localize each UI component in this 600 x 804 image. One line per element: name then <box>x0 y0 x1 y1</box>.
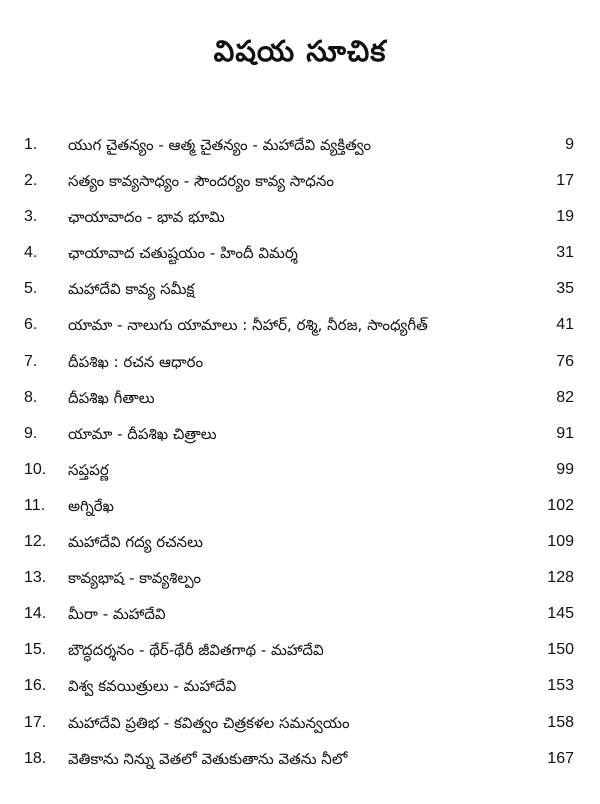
entry-title: సత్యం కావ్యసాధ్యం - సౌందర్యం కావ్య సాధనం <box>68 172 334 191</box>
entry-page: 82 <box>556 388 574 406</box>
entry-number: 7. <box>24 352 38 370</box>
table-row <box>0 238 600 274</box>
table-row <box>0 635 600 671</box>
entry-number: 15. <box>24 641 47 659</box>
entry-number: 3. <box>24 208 38 226</box>
table-row <box>0 527 600 563</box>
table-row <box>0 599 600 635</box>
entry-page: 145 <box>547 605 574 623</box>
entry-number: 9. <box>24 424 38 442</box>
entry-number: 13. <box>24 569 47 587</box>
entry-page: 109 <box>547 533 574 551</box>
entry-number: 1. <box>24 136 38 153</box>
table-row <box>0 274 600 310</box>
table-row <box>0 130 600 166</box>
entry-page: 91 <box>556 424 574 442</box>
entry-title: మీరా - మహాదేవి <box>68 605 166 624</box>
entry-page: 158 <box>547 713 574 731</box>
entry-title: యామా - దీపశిఖ చిత్రాలు <box>68 424 217 443</box>
table-of-contents <box>0 130 600 780</box>
entry-title: కావ్యభాష - కావ్యశిల్పం <box>68 569 201 588</box>
entry-number: 14. <box>24 605 47 623</box>
entry-title: సప్తపర్ణ <box>68 460 109 479</box>
entry-number: 16. <box>24 677 47 695</box>
entry-title: దీపశిఖ : రచన ఆధారం <box>68 352 204 371</box>
entry-title: మహాదేవి గద్య రచనలు <box>68 533 203 552</box>
entry-title: యుగ చైతన్యం - ఆత్మ చైతన్యం - మహాదేవి వ్యక్తిత్వం <box>68 136 371 154</box>
page-title: విషయ సూచిక <box>213 34 387 68</box>
entry-number: 18. <box>24 749 47 767</box>
table-row <box>0 419 600 455</box>
entry-page: 128 <box>547 569 574 587</box>
entry-number: 12. <box>24 533 47 551</box>
entry-page: 9 <box>565 136 574 153</box>
entry-page: 31 <box>556 244 574 262</box>
entry-page: 150 <box>547 641 574 659</box>
entry-page: 19 <box>556 208 574 226</box>
entry-number: 5. <box>24 280 38 298</box>
entry-number: 2. <box>24 172 38 190</box>
table-row <box>0 491 600 527</box>
table-row <box>0 563 600 599</box>
entry-number: 6. <box>24 316 38 334</box>
entry-page: 167 <box>547 749 574 767</box>
entry-number: 10. <box>24 460 47 478</box>
table-row <box>0 202 600 238</box>
entry-page: 102 <box>547 496 574 514</box>
entry-page: 17 <box>556 172 574 190</box>
table-row <box>0 347 600 383</box>
table-row <box>0 744 600 780</box>
entry-page: 99 <box>556 460 574 478</box>
entry-page: 153 <box>547 677 574 695</box>
entry-title: మహాదేవి ప్రతిభ - కవిత్వం చిత్రకళల సమన్వయం <box>68 713 350 732</box>
entry-page: 41 <box>556 316 574 334</box>
entry-title: ఛాయావాదం - భావ భూమి <box>68 208 225 227</box>
entry-number: 11. <box>24 496 46 514</box>
entry-page: 76 <box>556 352 574 370</box>
entry-number: 8. <box>24 388 38 406</box>
table-row <box>0 708 600 744</box>
entry-title: యామా - నాలుగు యామాలు : నీహార్, రశ్మి, నీరజ, సాంధ్యగీత్ <box>68 316 428 335</box>
entry-title: వెతికాను నిన్ను వెతలో వెతుకుతాను వెతను నీలో <box>68 749 348 768</box>
table-row <box>0 383 600 419</box>
entry-title: దీపశిఖ గీతాలు <box>68 388 155 407</box>
entry-title: బౌద్ధదర్శనం - థేర్-థేరీ జీవితగాథ - మహాదేవి <box>68 641 324 660</box>
table-row <box>0 671 600 707</box>
entry-page: 35 <box>556 280 574 298</box>
entry-title: మహాదేవి కావ్య సమీక్ష <box>68 280 195 299</box>
table-row <box>0 455 600 491</box>
entry-number: 4. <box>24 244 38 262</box>
entry-number: 17. <box>24 713 47 731</box>
entry-title: ఛాయావాద చతుష్టయం - హిందీ విమర్శ <box>68 244 298 263</box>
table-row <box>0 166 600 202</box>
table-row <box>0 310 600 346</box>
entry-title: అగ్నిరేఖ <box>68 496 115 515</box>
entry-title: విశ్వ కవయిత్రులు - మహాదేవి <box>68 677 237 696</box>
